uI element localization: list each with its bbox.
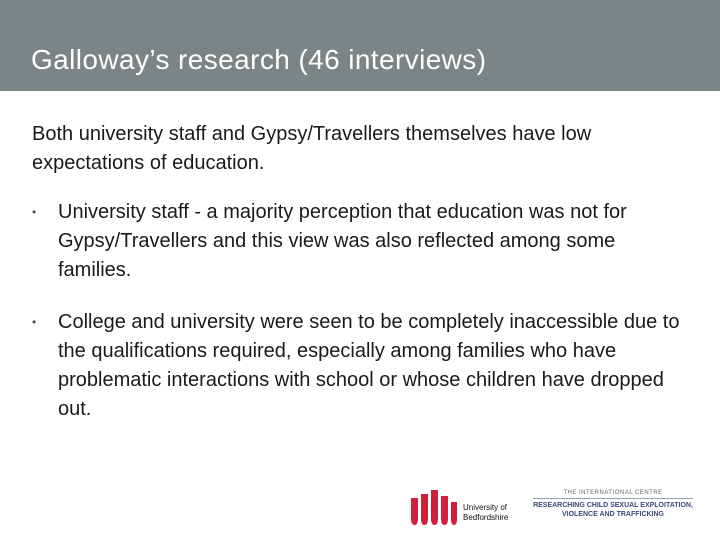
- centre-top-text: THE INTERNATIONAL CENTRE: [563, 490, 663, 496]
- centre-line-1: RESEARCHING CHILD SEXUAL EXPLOITATION,: [533, 502, 693, 509]
- slide-content: [32, 120, 692, 424]
- bullet-list: [32, 198, 692, 424]
- bullet-marker: •: [32, 315, 37, 329]
- international-centre-logo: [533, 490, 693, 519]
- university-name: University of Bedfordshire: [463, 503, 509, 522]
- bullet-text: College and university were seen to be completely inaccessible due to the qualifications required, especially among families who have problematic interactions with school or whose children have dropped out.: [58, 311, 680, 420]
- intro-text: Both university staff and Gypsy/Travellers themselves have low expectations of education.: [32, 123, 592, 174]
- centre-line-2: VIOLENCE AND TRAFFICKING: [561, 511, 665, 518]
- university-logo-icon: [405, 488, 463, 526]
- bullet-marker: •: [32, 205, 37, 219]
- title-bar: [0, 0, 720, 91]
- bullet-item: [32, 198, 692, 285]
- slide-title: Galloway’s research (46 interviews): [31, 44, 487, 75]
- footer-logos: [405, 488, 705, 530]
- bullet-item: [32, 308, 692, 424]
- bullet-text: University staff - a majority perception that education was not for Gypsy/Travellers and this view was also reflected among some families.: [58, 201, 627, 281]
- centre-divider: [533, 498, 693, 499]
